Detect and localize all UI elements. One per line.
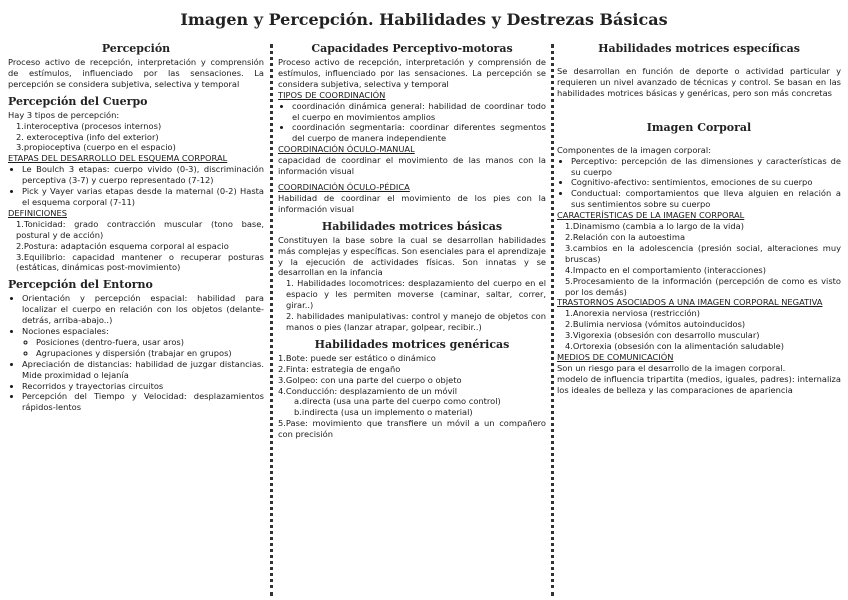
list-item: • coordinación segmentaria: coordinar diferentes segmentos del cuerpo de manera independiente bbox=[292, 122, 546, 144]
cuerpo-intro: Hay 3 tipos de percepción: bbox=[8, 109, 120, 120]
column-capacidades bbox=[278, 42, 546, 598]
nociones-label: Nociones espaciales: bbox=[22, 326, 109, 337]
componentes-list bbox=[557, 156, 841, 211]
list-item: • Le Boulch 3 etapas: cuerpo vivido (0-3), discriminación perceptiva (3-7) y cuerpo representado (7-12) bbox=[22, 164, 264, 186]
list-item: ◦ Posiciones (dentro-fuera, usar aros) bbox=[36, 337, 264, 348]
entorno-list bbox=[8, 293, 264, 413]
section-title-percepcion: Percepción bbox=[101, 42, 171, 55]
column-divider bbox=[270, 44, 273, 596]
section-title-percepcion-entorno: Percepción del Entorno bbox=[8, 278, 153, 292]
list-item: • coordinación dinámica general: habilidad de coordinar todo el cuerpo en movimientos amplios bbox=[292, 101, 546, 123]
especificas-text: Se desarrollan en función de deporte o actividad particular y requieren un nivel avanzado de técnicas y control. Se basan en las habilidades motrices básicas y genéricas, pero son más concretas bbox=[557, 66, 841, 98]
section-title-habilidades-especificas: Habilidades motrices específicas bbox=[598, 42, 800, 55]
conduccion-sub-item: a.directa (usa una parte del cuerpo como control) bbox=[294, 396, 501, 407]
section-title-capacidades: Capacidades Perceptivo-motoras bbox=[311, 42, 513, 55]
section-title-percepcion-cuerpo: Percepción del Cuerpo bbox=[8, 94, 148, 108]
column-especificas bbox=[557, 42, 841, 598]
oculo-manual-heading: COORDINACIÓN ÓCULO-MANUAL bbox=[278, 144, 415, 155]
definicion-item: 2.Postura: adaptación esquema corporal al espacio bbox=[16, 240, 229, 251]
column-percepcion bbox=[8, 42, 264, 598]
generica-item: 3.Golpeo: con una parte del cuerpo o objeto bbox=[278, 374, 462, 385]
tipos-coordinacion-heading: TIPOS DE COORDINACIÓN bbox=[278, 89, 386, 100]
caracteristica-item: 1.Dinamismo (cambia a lo largo de la vida) bbox=[565, 221, 744, 232]
oculo-pedica-text: Habilidad de coordinar el movimiento de los pies con la información visual bbox=[278, 192, 546, 214]
list-item bbox=[22, 326, 264, 359]
list-item: • Perceptivo: percepción de las dimensiones y características de su cuerpo bbox=[571, 156, 841, 178]
etapas-list bbox=[8, 164, 264, 208]
section-title-habilidades-basicas: Habilidades motrices básicas bbox=[321, 219, 503, 233]
page-title: Imagen y Percepción. Habilidades y Destrezas Básicas bbox=[180, 10, 668, 29]
medios-heading: MEDIOS DE COMUNICACIÓN bbox=[557, 351, 674, 362]
trastorno-item: 2.Bulimia nerviosa (vómitos autoinducidos) bbox=[565, 319, 746, 330]
list-item: • Recorridos y trayectorias circuitos bbox=[22, 381, 264, 392]
list-item: • Pick y Vayer varias etapas desde la maternal (0-2) Hasta el esquema corporal (7-11) bbox=[22, 186, 264, 208]
definiciones-heading: DEFINICIONES bbox=[8, 207, 67, 218]
list-item: ◦ Agrupaciones y dispersión (trabajar en grupos) bbox=[36, 348, 264, 359]
oculo-manual-text: capacidad de coordinar el movimiento de las manos con la información visual bbox=[278, 155, 546, 177]
generica-item: 2.Finta: estrategia de engaño bbox=[278, 363, 401, 374]
list-item: • Conductual: comportamientos que lleva alguien en relación a sus sentimientos sobre su cuerpo bbox=[571, 188, 841, 210]
column-divider bbox=[551, 44, 554, 596]
caracteristica-item: 2.Relación con la autoestima bbox=[565, 231, 686, 242]
nociones-list bbox=[22, 337, 264, 359]
conduccion-sub-item: b.indirecta (usa un implemento o material) bbox=[294, 407, 473, 418]
medios-text: modelo de influencia tripartita (medios, iguales, padres): internaliza los ideales de belleza y las comparaciones de apariencia bbox=[557, 373, 841, 395]
list-item: • Orientación y percepción espacial: habilidad para localizar el cuerpo en relación con los objetos (delante-detrás, arriba-abajo..) bbox=[22, 293, 264, 326]
oculo-pedica-heading: COORDINACIÓN ÓCULO-PÉDICA bbox=[278, 181, 410, 192]
list-item: • Percepción del Tiempo y Velocidad: desplazamientos rápidos-lentos bbox=[22, 391, 264, 413]
basicas-item: 1. Habilidades locomotrices: desplazamiento del cuerpo en el espacio y les permiten moverse (caminar, saltar, correr, girar..) bbox=[286, 278, 546, 311]
section-title-imagen-corporal: Imagen Corporal bbox=[646, 120, 752, 134]
trastorno-item: 3.Vigorexia (obsesión con desarrollo muscular) bbox=[565, 330, 760, 341]
list-item: • Cognitivo-afectivo: sentimientos, emociones de su cuerpo bbox=[571, 177, 841, 188]
tipo-item: 3.propioceptiva (cuerpo en el espacio) bbox=[16, 142, 176, 153]
caracteristica-item: 3.cambios en la adolescencia (presión social, alteraciones muy bruscas) bbox=[565, 242, 841, 264]
capacidades-text: Proceso activo de recepción, interpretación y comprensión de estímulos, influenciado por las sensaciones. La percepción se considera subjetiva, selectiva y temporal bbox=[278, 57, 546, 89]
caracteristicas-heading: CARACTERÍSTICAS DE LA IMAGEN CORPORAL bbox=[557, 210, 745, 221]
medios-text: Son un riesgo para el desarrollo de la imagen corporal. bbox=[557, 362, 786, 373]
basicas-text: Constituyen la base sobre la cual se desarrollan habilidades más complejas y específicas. Son esenciales para el aprendizaje y la ejecución de actividades físicas. Son innatas y se desarrollan en la infancia bbox=[278, 234, 546, 278]
basicas-item: 2. habilidades manipulativas: control y manejo de objetos con manos o pies (lanzar atrapar, golpear, recibir..) bbox=[286, 311, 546, 332]
tipos-coordinacion-list bbox=[278, 101, 546, 145]
tipo-item: 1.interoceptiva (procesos internos) bbox=[16, 120, 162, 131]
trastorno-item: 4.Ortorexia (obsesión con la alimentación saludable) bbox=[565, 341, 785, 352]
generica-item: 4.Conducción: desplazamiento de un móvil bbox=[278, 385, 458, 396]
trastornos-heading: TRASTORNOS ASOCIADOS A UNA IMAGEN CORPORAL NEGATIVA bbox=[557, 297, 823, 308]
definicion-item: 1.Tonicidad: grado contracción muscular (tono base, postural y de acción) bbox=[16, 218, 264, 240]
list-item: • Apreciación de distancias: habilidad de juzgar distancias. Mide proximidad o lejanía bbox=[22, 359, 264, 381]
imagen-intro: Componentes de la imagen corporal: bbox=[557, 144, 711, 155]
caracteristica-item: 5.Procesamiento de la información (percepción de como es visto por los demás) bbox=[565, 275, 841, 297]
caracteristica-item: 4.Impacto en el comportamiento (interacciones) bbox=[565, 264, 766, 275]
percepcion-text: Proceso activo de recepción, interpretación y comprensión de estímulos, influenciado por las sensaciones. La percepción se considera subjetiva, selectiva y temporal bbox=[8, 57, 264, 89]
etapas-heading: ETAPAS DEL DESARROLLO DEL ESQUEMA CORPORAL bbox=[8, 153, 228, 164]
generica-item: 5.Pase: movimiento que transfiere un móvil a un compañero con precisión bbox=[278, 418, 546, 440]
tipo-item: 2. exteroceptiva (info del exterior) bbox=[16, 131, 159, 142]
section-title-habilidades-genericas: Habilidades motrices genéricas bbox=[314, 337, 510, 351]
trastorno-item: 1.Anorexia nerviosa (restricción) bbox=[565, 308, 701, 319]
generica-item: 1.Bote: puede ser estático o dinámico bbox=[278, 352, 436, 363]
definicion-item: 3.Equilibrio: capacidad mantener o recuperar posturas (estáticas, dinámicas post-movimiento) bbox=[16, 251, 264, 273]
